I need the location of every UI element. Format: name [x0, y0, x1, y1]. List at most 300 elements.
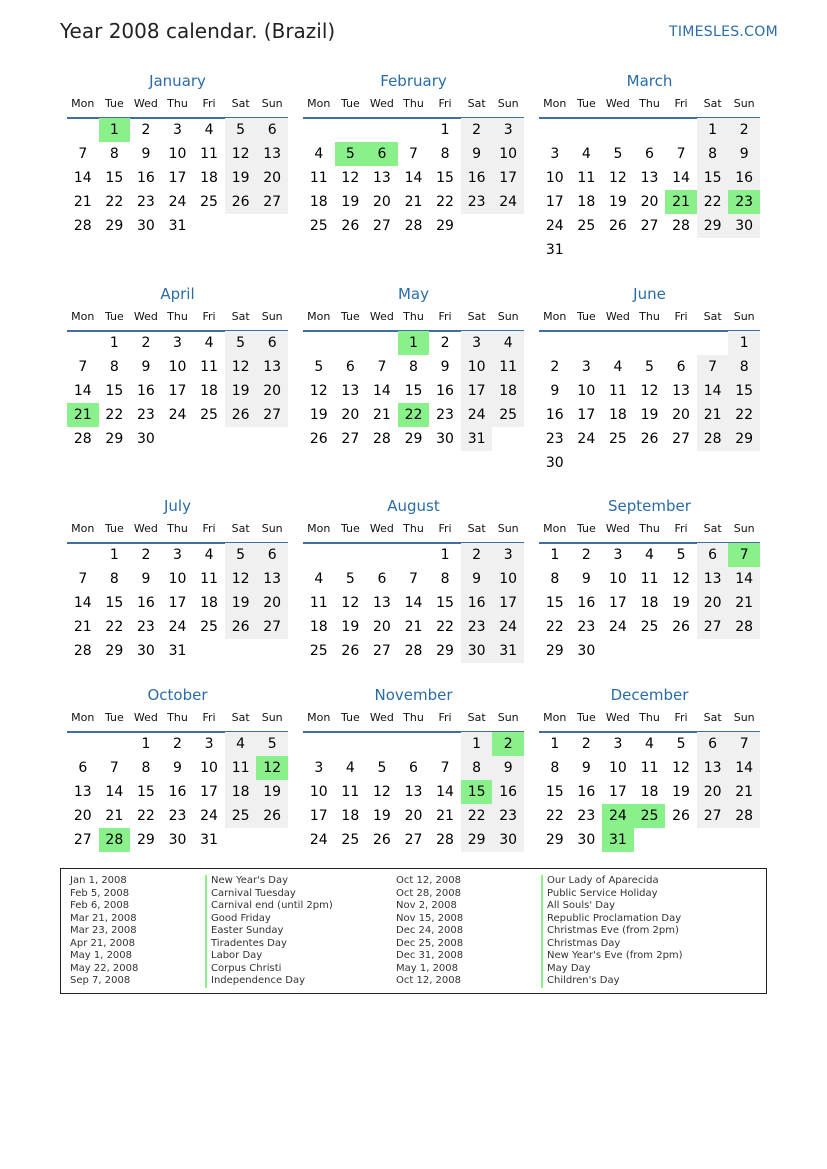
day-cell: 21 [404, 619, 423, 635]
day-cell: 27 [404, 832, 423, 848]
day-cell: 1 [440, 122, 450, 138]
day-cell: 13 [404, 784, 423, 800]
day-cell: 22 [728, 403, 760, 427]
weekday-label: Mon [307, 310, 331, 323]
weekday-header [303, 711, 524, 727]
day-cell: 5 [377, 760, 387, 776]
day-cell: 24 [461, 403, 493, 427]
day-cell: 25 [309, 643, 328, 659]
weekday-label: Fri [674, 310, 688, 323]
weekday-label: Sat [703, 711, 722, 724]
weekday-label: Thu [403, 97, 424, 110]
day-cell: 26 [341, 643, 360, 659]
day-cell: 26 [309, 431, 328, 447]
day-cell: 1 [728, 331, 760, 355]
weekday-label: Wed [133, 310, 158, 323]
day-cell: 10 [492, 567, 524, 591]
day-cell: 5 [225, 331, 257, 355]
weekday-label: Wed [605, 522, 630, 535]
weekday-label: Thu [403, 711, 424, 724]
day-cell: 12 [640, 383, 659, 399]
day-cell: 19 [309, 407, 328, 423]
day-cell: 6 [409, 760, 418, 776]
day-cell: 3 [492, 543, 524, 567]
legend-holiday-name: Christmas Eve (from 2pm) [547, 925, 679, 936]
weekday-label: Fri [202, 522, 216, 535]
weekday-label: Thu [403, 310, 424, 323]
day-cell: 15 [105, 170, 124, 186]
weekday-label: Fri [674, 711, 688, 724]
day-cell: 16 [577, 595, 596, 611]
day-cell: 19 [341, 619, 360, 635]
legend-holiday-name: Independence Day [211, 975, 306, 986]
day-cell: 7 [409, 146, 418, 162]
day-cell: 13 [256, 142, 288, 166]
weekday-label: Sun [261, 711, 283, 724]
weekday-header [67, 711, 288, 727]
weekday-header [303, 97, 524, 113]
day-cell: 18 [200, 383, 218, 399]
day-cell: 12 [225, 142, 257, 166]
weekday-header [67, 310, 288, 326]
weekday-header [303, 310, 524, 326]
day-cell: 8 [109, 359, 119, 375]
weekday-label: Wed [605, 310, 630, 323]
day-cell: 5 [676, 547, 686, 563]
day-cell: 24 [168, 407, 187, 423]
day-cell: 25 [309, 218, 328, 234]
day-cell: 1 [109, 335, 119, 351]
day-cell: 28 [672, 218, 690, 234]
day-cell: 20 [372, 619, 391, 635]
legend-holiday-name: Labor Day [211, 950, 263, 961]
day-cell: 1 [697, 118, 729, 142]
day-cell: 12 [225, 567, 257, 591]
day-cell: 10 [168, 359, 187, 375]
day-cell: 12 [608, 170, 627, 186]
day-cell: 28 [372, 431, 391, 447]
day-cell: 7 [728, 732, 760, 756]
day-cell: 31 [168, 218, 187, 234]
day-cell: 2 [461, 118, 493, 142]
day-cell: 31 [200, 832, 218, 848]
day-cell: 15 [436, 170, 454, 186]
day-cell: 4 [645, 736, 654, 752]
day-cell: 18 [608, 407, 627, 423]
day-cell: 20 [404, 808, 423, 824]
legend-date: Dec 24, 2008 [396, 925, 464, 936]
day-cell: 19 [672, 784, 690, 800]
legend-date: Apr 21, 2008 [70, 937, 136, 949]
day-cell: 1 [141, 736, 151, 752]
site-link[interactable]: TIMESLES.COM [669, 24, 778, 40]
day-cell: 9 [141, 571, 151, 587]
weekday-label: Sun [497, 522, 519, 535]
weekday-label: Fri [202, 711, 216, 724]
day-cell: 8 [409, 359, 418, 375]
weekday-label: Mon [307, 711, 331, 724]
holiday-day-cell: 21 [67, 403, 99, 427]
weekday-label: Mon [543, 97, 567, 110]
day-cell: 2 [550, 359, 560, 375]
month-name: December [610, 686, 689, 704]
day-cell: 24 [168, 619, 187, 635]
day-cell: 19 [225, 379, 257, 403]
day-cell: 23 [461, 615, 493, 639]
day-cell: 5 [225, 118, 257, 142]
day-cell: 17 [608, 784, 627, 800]
legend-date: Feb 6, 2008 [70, 900, 130, 911]
day-cell: 20 [256, 166, 288, 190]
day-cell: 14 [404, 170, 423, 186]
day-cell: 6 [256, 331, 288, 355]
holiday-day-cell: 24 [602, 804, 634, 828]
day-cell: 10 [577, 383, 596, 399]
day-cell: 26 [608, 218, 627, 234]
day-cell: 6 [377, 571, 387, 587]
day-cell: 29 [105, 218, 124, 234]
weekday-label: Fri [438, 711, 452, 724]
weekday-label: Sun [261, 522, 283, 535]
day-cell: 16 [136, 170, 155, 186]
month-divider [539, 330, 760, 332]
day-cell: 20 [256, 591, 288, 615]
day-cell: 31 [545, 242, 564, 258]
weekday-label: Sun [733, 310, 755, 323]
day-cell: 20 [341, 407, 360, 423]
legend-date: Oct 28, 2008 [396, 887, 461, 899]
weekday-label: Thu [167, 97, 188, 110]
day-cell: 7 [409, 571, 418, 587]
holiday-day-cell: 6 [366, 142, 398, 166]
weekday-label: Sun [497, 310, 519, 323]
month-name: August [387, 497, 440, 515]
day-cell: 26 [225, 403, 257, 427]
holiday-day-cell: 7 [728, 543, 760, 567]
day-cell: 26 [341, 218, 360, 234]
day-cell: 8 [109, 146, 119, 162]
day-cell: 18 [200, 595, 218, 611]
day-cell: 23 [461, 190, 493, 214]
day-cell: 30 [436, 431, 454, 447]
day-cell: 26 [225, 615, 257, 639]
day-cell: 27 [256, 190, 288, 214]
day-cell: 4 [204, 335, 214, 351]
weekday-label: Wed [369, 310, 394, 323]
weekday-label: Sat [231, 97, 250, 110]
weekday-label: Tue [340, 310, 360, 323]
weekday-label: Sat [467, 711, 486, 724]
day-cell: 7 [440, 760, 450, 776]
legend-date: May 22, 2008 [70, 962, 139, 974]
holiday-day-cell: 5 [335, 142, 367, 166]
day-cell: 3 [492, 118, 524, 142]
day-cell: 28 [73, 643, 92, 659]
day-cell: 2 [461, 543, 493, 567]
day-cell: 23 [136, 407, 155, 423]
legend-date: Sep 7, 2008 [70, 975, 131, 986]
legend-date: Nov 15, 2008 [396, 912, 464, 924]
holiday-day-cell: 1 [398, 331, 430, 355]
day-cell: 15 [545, 784, 564, 800]
weekday-label: Wed [605, 97, 630, 110]
day-cell: 4 [492, 331, 524, 355]
day-cell: 17 [309, 808, 328, 824]
day-cell: 11 [608, 383, 627, 399]
weekday-label: Wed [605, 711, 630, 724]
holiday-day-cell: 25 [634, 804, 666, 828]
weekday-label: Tue [576, 97, 596, 110]
day-cell: 16 [461, 591, 493, 615]
day-cell: 30 [545, 455, 564, 471]
day-cell: 12 [341, 170, 360, 186]
day-cell: 10 [168, 571, 187, 587]
day-cell: 2 [141, 335, 151, 351]
day-cell: 28 [73, 218, 92, 234]
day-cell: 29 [436, 218, 454, 234]
weekday-label: Fri [438, 97, 452, 110]
day-cell: 29 [404, 431, 423, 447]
day-cell: 28 [404, 643, 423, 659]
day-cell: 21 [73, 619, 92, 635]
weekday-header [539, 97, 760, 113]
day-cell: 3 [173, 122, 182, 138]
day-cell: 2 [581, 547, 591, 563]
month-name: March [626, 72, 673, 90]
day-cell: 17 [200, 784, 218, 800]
legend-date: May 1, 2008 [396, 962, 459, 974]
day-cell: 14 [73, 595, 92, 611]
day-cell: 14 [436, 784, 454, 800]
holiday-day-cell: 22 [398, 403, 430, 427]
day-cell: 18 [640, 784, 659, 800]
day-cell: 30 [136, 643, 155, 659]
legend-date: Jan 1, 2008 [70, 875, 127, 886]
day-cell: 25 [225, 804, 257, 828]
day-cell: 11 [309, 595, 328, 611]
day-cell: 20 [372, 194, 391, 210]
weekday-label: Mon [71, 97, 95, 110]
day-cell: 14 [728, 756, 760, 780]
day-cell: 18 [200, 170, 218, 186]
weekday-label: Wed [369, 97, 394, 110]
day-cell: 7 [697, 355, 729, 379]
weekday-label: Sat [703, 310, 722, 323]
day-cell: 13 [341, 383, 360, 399]
weekday-label: Thu [167, 310, 188, 323]
day-cell: 30 [136, 431, 155, 447]
day-cell: 21 [372, 407, 391, 423]
day-cell: 23 [492, 804, 524, 828]
day-cell: 23 [136, 619, 155, 635]
day-cell: 13 [372, 595, 391, 611]
weekday-label: Mon [71, 522, 95, 535]
weekday-label: Fri [438, 310, 452, 323]
legend-date: Mar 23, 2008 [70, 925, 137, 936]
weekday-label: Sun [497, 711, 519, 724]
weekday-label: Sun [733, 522, 755, 535]
legend-date: Oct 12, 2008 [396, 875, 461, 886]
weekday-label: Fri [202, 97, 216, 110]
day-cell: 9 [461, 142, 493, 166]
day-cell: 2 [141, 122, 151, 138]
day-cell: 24 [168, 194, 187, 210]
day-cell: 1 [550, 547, 560, 563]
day-cell: 29 [697, 214, 729, 238]
day-cell: 17 [577, 407, 596, 423]
weekday-label: Wed [133, 711, 158, 724]
legend-holiday-name: Public Service Holiday [547, 887, 658, 899]
day-cell: 19 [372, 808, 391, 824]
day-cell: 15 [728, 379, 760, 403]
legend-dates-right [396, 875, 463, 988]
weekday-label: Fri [438, 522, 452, 535]
weekday-label: Sat [703, 522, 722, 535]
weekday-label: Sat [231, 522, 250, 535]
day-cell: 7 [109, 760, 119, 776]
day-cell: 23 [436, 407, 454, 423]
weekday-label: Sun [733, 97, 755, 110]
holiday-day-cell: 31 [602, 828, 634, 852]
day-cell: 8 [728, 355, 760, 379]
day-cell: 17 [461, 379, 493, 403]
day-cell: 10 [608, 571, 627, 587]
day-cell: 30 [461, 639, 493, 663]
day-cell: 2 [440, 335, 450, 351]
holiday-day-cell: 21 [665, 190, 697, 214]
weekday-label: Thu [639, 310, 660, 323]
legend-holiday-name: Carnival Tuesday [211, 887, 296, 899]
weekday-label: Wed [133, 522, 158, 535]
legend-date: Mar 21, 2008 [70, 912, 137, 924]
day-cell: 22 [105, 194, 124, 210]
day-cell: 10 [168, 146, 187, 162]
month-name: April [160, 285, 195, 303]
day-cell: 19 [672, 595, 690, 611]
day-cell: 17 [168, 383, 187, 399]
day-cell: 26 [256, 804, 288, 828]
day-cell: 2 [141, 547, 151, 563]
weekday-label: Sat [231, 711, 250, 724]
day-cell: 25 [608, 431, 627, 447]
day-cell: 2 [728, 118, 760, 142]
day-cell: 26 [672, 619, 690, 635]
day-cell: 11 [200, 571, 218, 587]
day-cell: 15 [404, 383, 423, 399]
day-cell: 5 [613, 146, 623, 162]
day-cell: 10 [200, 760, 218, 776]
day-cell: 6 [345, 359, 355, 375]
day-cell: 3 [173, 335, 182, 351]
day-cell: 8 [109, 571, 119, 587]
day-cell: 12 [372, 784, 391, 800]
day-cell: 6 [697, 543, 729, 567]
day-cell: 13 [640, 170, 659, 186]
weekday-label: Sun [733, 711, 755, 724]
day-cell: 2 [173, 736, 182, 752]
day-cell: 4 [613, 359, 623, 375]
weekday-label: Mon [543, 522, 567, 535]
holiday-day-cell: 23 [728, 190, 760, 214]
day-cell: 4 [314, 571, 324, 587]
day-cell: 27 [697, 615, 729, 639]
day-cell: 2 [581, 736, 591, 752]
day-cell: 9 [141, 359, 151, 375]
day-cell: 10 [461, 355, 493, 379]
day-cell: 15 [136, 784, 155, 800]
day-cell: 19 [608, 194, 627, 210]
day-cell: 24 [492, 190, 524, 214]
day-cell: 14 [728, 567, 760, 591]
day-cell: 10 [492, 142, 524, 166]
day-cell: 29 [136, 832, 155, 848]
legend-holiday-name: Republic Proclamation Day [547, 912, 682, 924]
weekday-label: Sat [467, 522, 486, 535]
weekday-label: Sat [703, 97, 722, 110]
day-cell: 9 [728, 142, 760, 166]
weekday-label: Tue [104, 310, 124, 323]
day-cell: 19 [341, 194, 360, 210]
day-cell: 23 [577, 619, 596, 635]
day-cell: 11 [225, 756, 257, 780]
day-cell: 30 [728, 214, 760, 238]
weekday-label: Mon [543, 711, 567, 724]
day-cell: 4 [581, 146, 591, 162]
day-cell: 4 [204, 122, 214, 138]
day-cell: 9 [581, 760, 591, 776]
weekday-label: Tue [340, 97, 360, 110]
day-cell: 4 [314, 146, 324, 162]
weekday-label: Tue [340, 522, 360, 535]
day-cell: 1 [440, 547, 450, 563]
day-cell: 20 [256, 379, 288, 403]
day-cell: 22 [545, 808, 564, 824]
legend-date: Oct 12, 2008 [396, 975, 461, 986]
day-cell: 31 [461, 427, 493, 451]
day-cell: 28 [728, 615, 760, 639]
day-cell: 8 [550, 571, 560, 587]
legend-holiday-name: New Year's Day [211, 875, 289, 886]
day-cell: 24 [492, 615, 524, 639]
day-cell: 6 [78, 760, 88, 776]
day-cell: 13 [256, 567, 288, 591]
day-cell: 7 [676, 146, 686, 162]
day-cell: 3 [204, 736, 214, 752]
day-cell: 17 [545, 194, 564, 210]
day-cell: 28 [697, 427, 729, 451]
day-cell: 5 [225, 543, 257, 567]
day-cell: 9 [581, 571, 591, 587]
weekday-header [539, 711, 760, 727]
day-cell: 26 [672, 808, 690, 824]
day-cell: 8 [461, 756, 493, 780]
day-cell: 31 [492, 639, 524, 663]
day-cell: 21 [436, 808, 454, 824]
day-cell: 24 [608, 619, 627, 635]
day-cell: 9 [461, 567, 493, 591]
weekday-label: Sat [467, 97, 486, 110]
legend-date: Nov 2, 2008 [396, 900, 457, 911]
day-cell: 16 [492, 780, 524, 804]
day-cell: 25 [640, 619, 659, 635]
day-cell: 19 [640, 407, 659, 423]
day-cell: 18 [492, 379, 524, 403]
day-cell: 21 [404, 194, 423, 210]
day-cell: 3 [581, 359, 591, 375]
month-name: September [608, 497, 691, 515]
day-cell: 24 [200, 808, 218, 824]
holiday-day-cell: 15 [461, 780, 493, 804]
